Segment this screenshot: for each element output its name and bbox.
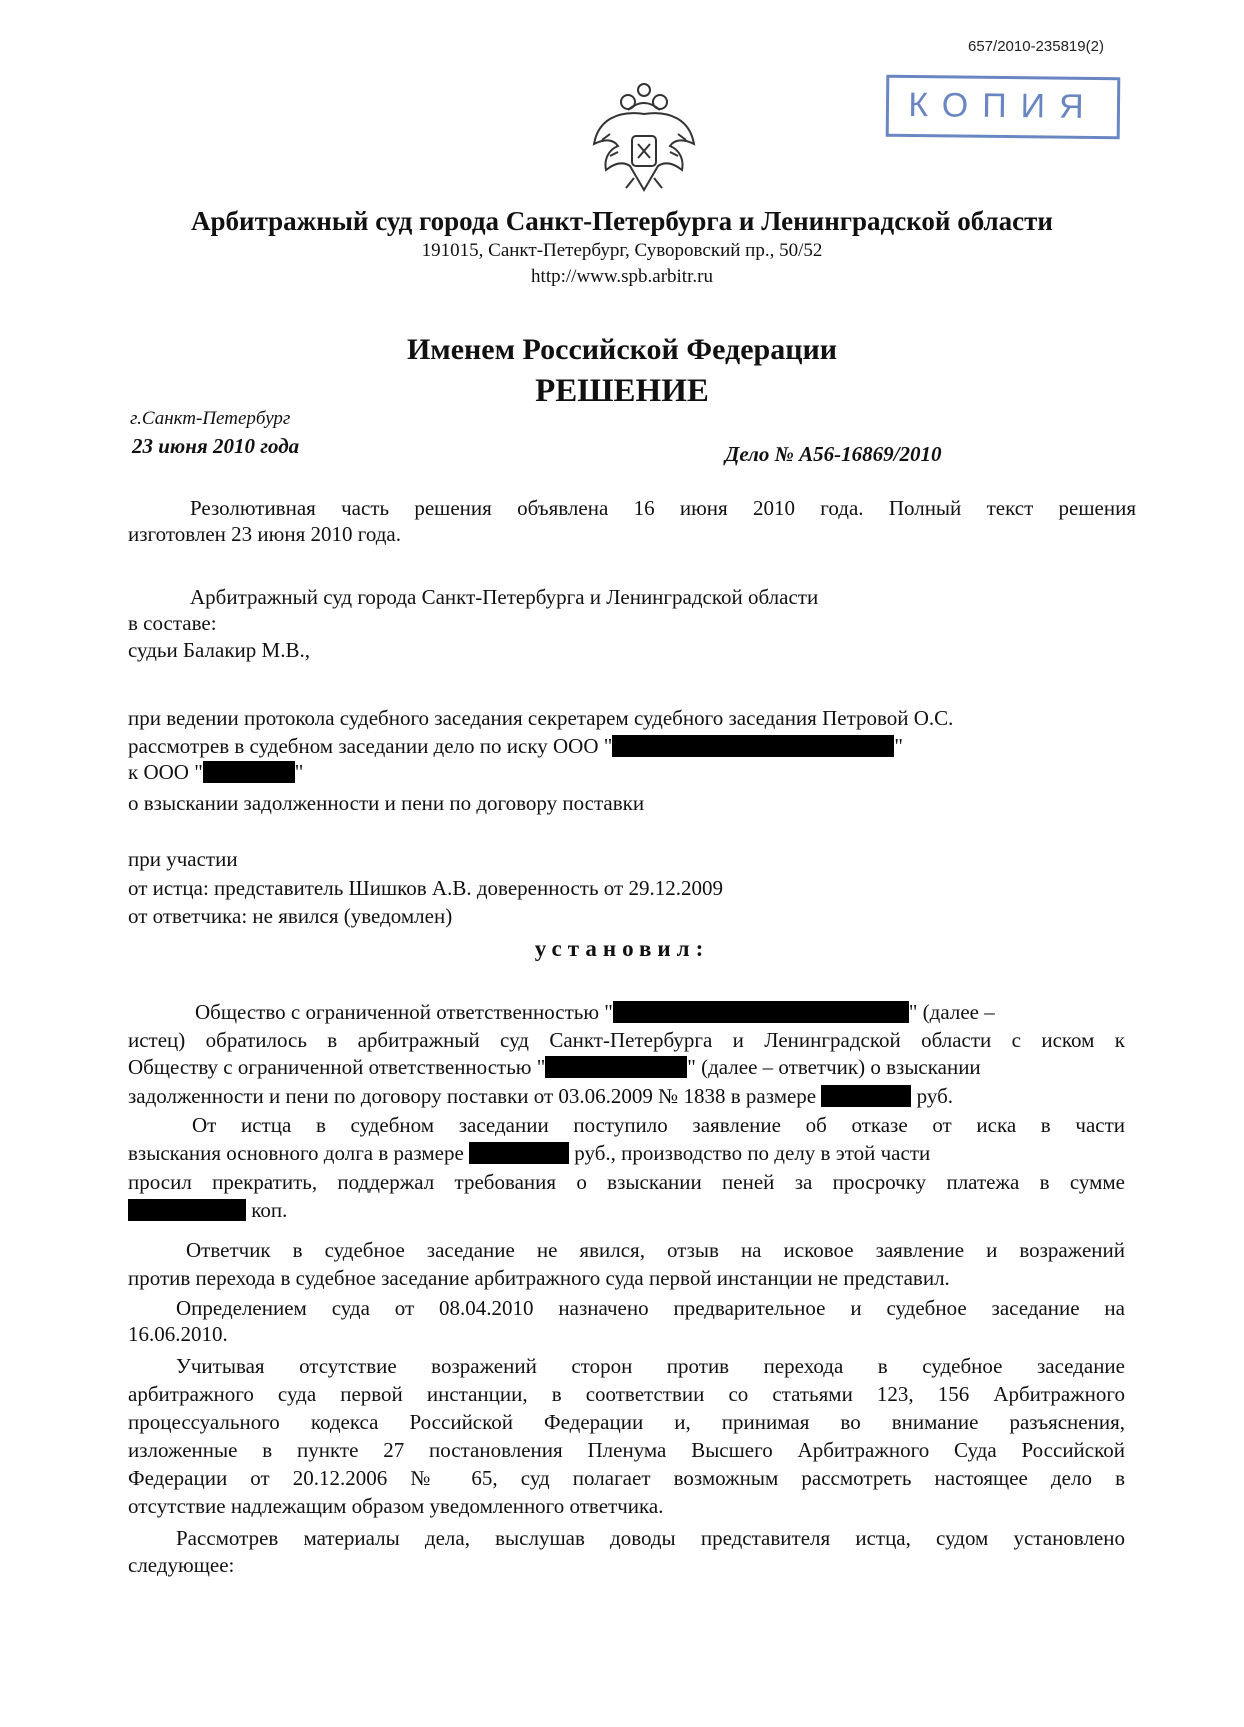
paragraph-2-text: коп. bbox=[251, 1198, 288, 1222]
court-website: http://www.spb.arbitr.ru bbox=[531, 266, 713, 287]
protocol-line-2 bbox=[128, 734, 903, 759]
heading-on-behalf: Именем Российской Федерации bbox=[406, 333, 838, 366]
redaction-bar bbox=[469, 1142, 569, 1164]
heading-decision: РЕШЕНИЕ bbox=[535, 373, 709, 409]
redaction-bar bbox=[545, 1056, 687, 1078]
announce-line-2: изготовлен 23 июня 2010 года. bbox=[128, 522, 401, 546]
announce-line-1: Резолютивная часть решения объявлена 16 июня 2010 года. Полный текст решения bbox=[190, 496, 1136, 520]
paragraph-2-line-3: просил прекратить, поддержал требования о взыскании пеней за просрочку платежа в сумме bbox=[128, 1170, 1125, 1194]
paragraph-1-text: " (далее – bbox=[908, 1000, 995, 1024]
paragraph-5-line-6: отсутствие надлежащим образом уведомленного ответчика. bbox=[128, 1494, 664, 1518]
paragraph-3-line-1: Ответчик в судебное заседание не явился, отзыв на исковое заявление и возражений bbox=[186, 1238, 1125, 1262]
paragraph-6-line-2: следующее: bbox=[128, 1553, 235, 1577]
redaction-bar bbox=[128, 1199, 246, 1221]
paragraph-6-line-1: Рассмотрев материалы дела, выслушав доводы представителя истца, судом установлено bbox=[176, 1526, 1125, 1550]
court-composition-2: в составе: bbox=[128, 611, 217, 635]
quote-mark: " bbox=[894, 734, 903, 758]
paragraph-5-line-1: Учитывая отсутствие возражений сторон против перехода в судебное заседание bbox=[176, 1354, 1125, 1378]
paragraph-1-text: Обществу с ограниченной ответственностью " bbox=[128, 1055, 546, 1079]
redaction-bar bbox=[613, 1001, 909, 1023]
paragraph-2-line-4 bbox=[128, 1198, 287, 1223]
section-established: установил: bbox=[534, 936, 710, 961]
redaction-bar bbox=[612, 735, 894, 757]
paragraph-1-line-2: истец) обратилось в арбитражный суд Санкт-Петербурга и Ленинградской области с иском к bbox=[128, 1028, 1125, 1052]
protocol-line-4: о взыскании задолженности и пени по договору поставки bbox=[128, 791, 645, 815]
paragraph-2-line-1: От истца в судебном заседании поступило заявление об отказе от иска в части bbox=[192, 1113, 1125, 1137]
paragraph-2-text: взыскания основного долга в размере bbox=[128, 1141, 464, 1165]
city: г.Санкт-Петербург bbox=[130, 408, 291, 429]
paragraph-1-line-3 bbox=[128, 1055, 981, 1080]
paragraph-2-line-2 bbox=[128, 1141, 930, 1166]
court-address: 191015, Санкт-Петербург, Суворовский пр., 50/52 bbox=[421, 240, 823, 261]
protocol-line-1: при ведении протокола судебного заседания секретарем судебного заседания Петровой О.С. bbox=[128, 706, 954, 730]
paragraph-4-line-2: 16.06.2010. bbox=[128, 1322, 228, 1346]
quote-mark: " bbox=[294, 760, 304, 784]
paragraph-5-line-4: изложенные в пункте 27 постановления Пленума Высшего Арбитражного Суда Российской bbox=[128, 1438, 1125, 1462]
case-number: Дело № А56-16869/2010 bbox=[725, 442, 942, 466]
participation-line-2: от истца: представитель Шишков А.В. доверенность от 29.12.2009 bbox=[128, 876, 723, 900]
paragraph-5-line-2: арбитражного суда первой инстанции, в соответствии со статьями 123, 156 Арбитражного bbox=[128, 1382, 1125, 1406]
protocol-line-3 bbox=[128, 760, 303, 785]
copy-stamp: КОПИЯ bbox=[886, 75, 1121, 139]
paragraph-1-line-4 bbox=[128, 1084, 953, 1109]
paragraph-5-line-3: процессуального кодекса Российской Федерации и, принимая во внимание разъяснения, bbox=[128, 1410, 1125, 1434]
paragraph-5-line-5: Федерации от 20.12.2006 № 65, суд полагает возможным рассмотреть настоящее дело в bbox=[128, 1466, 1125, 1490]
redaction-bar bbox=[821, 1085, 911, 1107]
decision-date: 23 июня 2010 года bbox=[132, 434, 300, 458]
participation-line-1: при участии bbox=[128, 847, 238, 871]
paragraph-1-text: задолженности и пени по договору поставки от 03.06.2009 № 1838 в размере bbox=[128, 1084, 817, 1108]
redaction-bar bbox=[203, 761, 295, 783]
protocol-line-2-text: рассмотрев в судебном заседании дело по иску ООО " bbox=[128, 734, 613, 758]
paragraph-3-line-2: против перехода в судебное заседание арбитражного суда первой инстанции не представил. bbox=[128, 1266, 950, 1290]
document-reference-number: 657/2010-235819(2) bbox=[968, 38, 1104, 55]
protocol-line-3-text: к ООО " bbox=[128, 760, 203, 784]
paragraph-1-line-1 bbox=[195, 1000, 1125, 1025]
court-title: Арбитражный суд города Санкт-Петербурга и Ленинградской области bbox=[191, 206, 1053, 236]
paragraph-1-text: " (далее – ответчик) о взыскании bbox=[687, 1055, 981, 1079]
paragraph-4-line-1: Определением суда от 08.04.2010 назначено предварительное и судебное заседание на bbox=[176, 1296, 1125, 1320]
participation-line-3: от ответчика: не явился (уведомлен) bbox=[128, 904, 453, 928]
coat-of-arms-icon bbox=[588, 80, 700, 198]
court-composition-1: Арбитражный суд города Санкт-Петербурга и Ленинградской области bbox=[190, 585, 819, 609]
paragraph-2-text: руб., производство по делу в этой части bbox=[574, 1141, 931, 1165]
judge-name: судьи Балакир М.В., bbox=[128, 638, 310, 662]
paragraph-1-text: Общество с ограниченной ответственностью " bbox=[195, 1000, 613, 1024]
paragraph-1-text: руб. bbox=[916, 1084, 954, 1108]
